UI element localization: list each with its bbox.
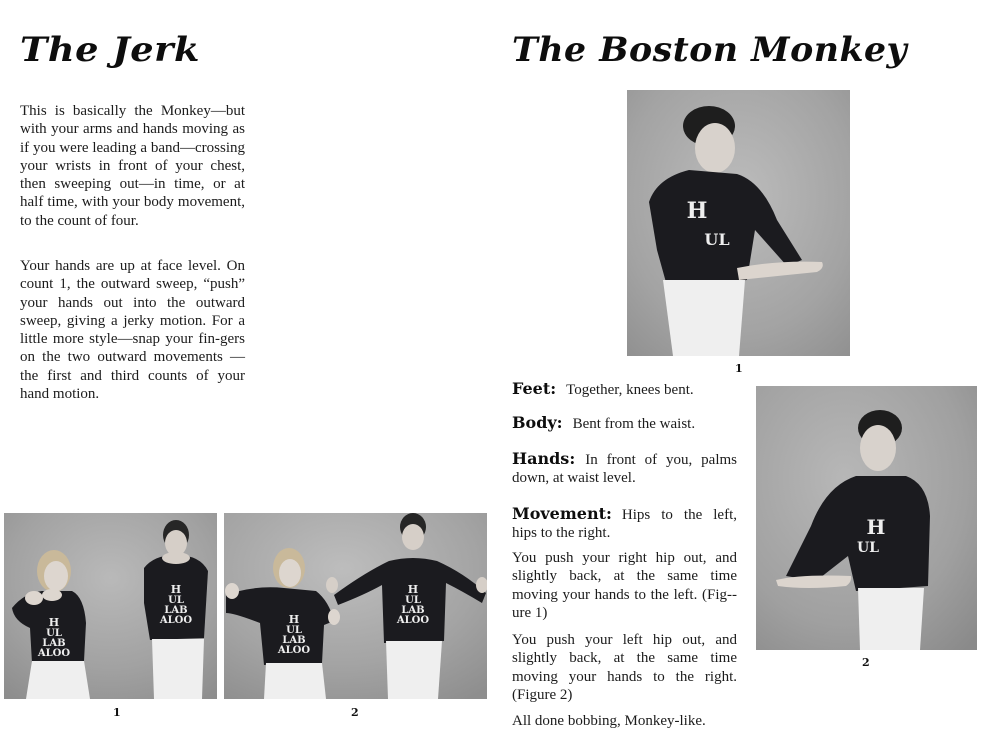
- spec-feet-text: Together, knees bent.: [566, 382, 694, 398]
- sweater-text-line-1: H: [407, 583, 419, 596]
- boston-monkey-figure-2-label: 2: [862, 656, 870, 669]
- spec-movement-label: Movement:: [512, 504, 612, 523]
- spec-feet: [512, 380, 742, 399]
- boston-monkey-photo-1: [627, 90, 850, 356]
- boston-monkey-photo-2: [756, 386, 977, 650]
- right-page: [500, 0, 1000, 752]
- spec-body: [512, 414, 742, 433]
- sweater-text-line-1: H: [48, 616, 60, 629]
- sweater-text-line-3: LAB: [401, 605, 425, 616]
- monkey-paragraph-1: You push your right hip out, and slightly back, at the same time moving your hands to the left. (Fig-ure 1): [512, 550, 737, 621]
- sweater-text-line-4: ALOO: [159, 615, 193, 626]
- spec-body-text: Bent from the waist.: [572, 416, 696, 432]
- monkey-paragraph-3: All done bobbing, Monkey-like.: [512, 713, 706, 729]
- boston-monkey-photo-2-image: [756, 386, 977, 650]
- page-title-boston-monkey: The Boston Monkey: [512, 30, 908, 70]
- sweater-text-line-1: H: [686, 198, 708, 224]
- jerk-paragraph-1: This is basically the Monkey—but with your arms and hands moving as if you were leading a band—crossing your wrists in front of your chest, then sweeping out—in time, or at half time, with your body movement, to the count of four.: [20, 103, 245, 229]
- sweater-text-line-4: ALOO: [396, 615, 430, 626]
- spec-hands-text: In front of you, palms down, at waist level.: [512, 452, 737, 487]
- sweater-text-line-3: LAB: [164, 605, 188, 616]
- sweater-text-line-1: H: [866, 515, 886, 539]
- sweater-text-line-2: UL: [168, 595, 184, 606]
- spec-body-label: Body:: [512, 413, 563, 432]
- sweater-text-line-2: UL: [405, 595, 421, 606]
- jerk-figure-1-label: 1: [113, 706, 121, 719]
- sweater-text-line-3: LAB: [42, 638, 66, 649]
- sweater-text-line-1: H: [170, 583, 182, 596]
- sweater-text-line-2: UL: [286, 625, 302, 636]
- spec-hands: [512, 450, 737, 488]
- jerk-photo-2-image: [224, 513, 487, 699]
- sweater-text-line-4: ALOO: [277, 645, 311, 656]
- jerk-photo-1: [4, 513, 217, 699]
- boston-monkey-figure-1-label: 1: [735, 362, 743, 375]
- jerk-photo-2: [224, 513, 487, 699]
- sweater-text-line-2: UL: [46, 628, 62, 639]
- sweater-text-line-2: UL: [856, 540, 880, 556]
- spec-movement: [512, 505, 737, 543]
- jerk-photo-1-image: [4, 513, 217, 699]
- monkey-paragraph-2: You push your left hip out, and slightly back, at the same time moving your hands to the right. (Figure 2): [512, 632, 737, 703]
- boston-monkey-photo-1-image: [627, 90, 850, 356]
- page-title-the-jerk: The Jerk: [20, 30, 201, 70]
- spec-hands-label: Hands:: [512, 449, 576, 468]
- jerk-paragraph-2: Your hands are up at face level. On count 1, the outward sweep, “push” your hands out into the outward sweep, giving a jerky motion. For a little more style—snap your fin-gers on the two outward movements —the first and third counts of your hand motion.: [20, 258, 245, 403]
- sweater-text-line-2: UL: [704, 230, 730, 249]
- spec-movement-text: Hips to the left, hips to the right.: [512, 507, 737, 542]
- sweater-text-line-1: H: [288, 613, 300, 626]
- sweater-text-line-3: LAB: [282, 635, 306, 646]
- sweater-text-line-4: ALOO: [37, 648, 71, 659]
- jerk-figure-2-label: 2: [351, 706, 359, 719]
- spec-feet-label: Feet:: [512, 379, 557, 398]
